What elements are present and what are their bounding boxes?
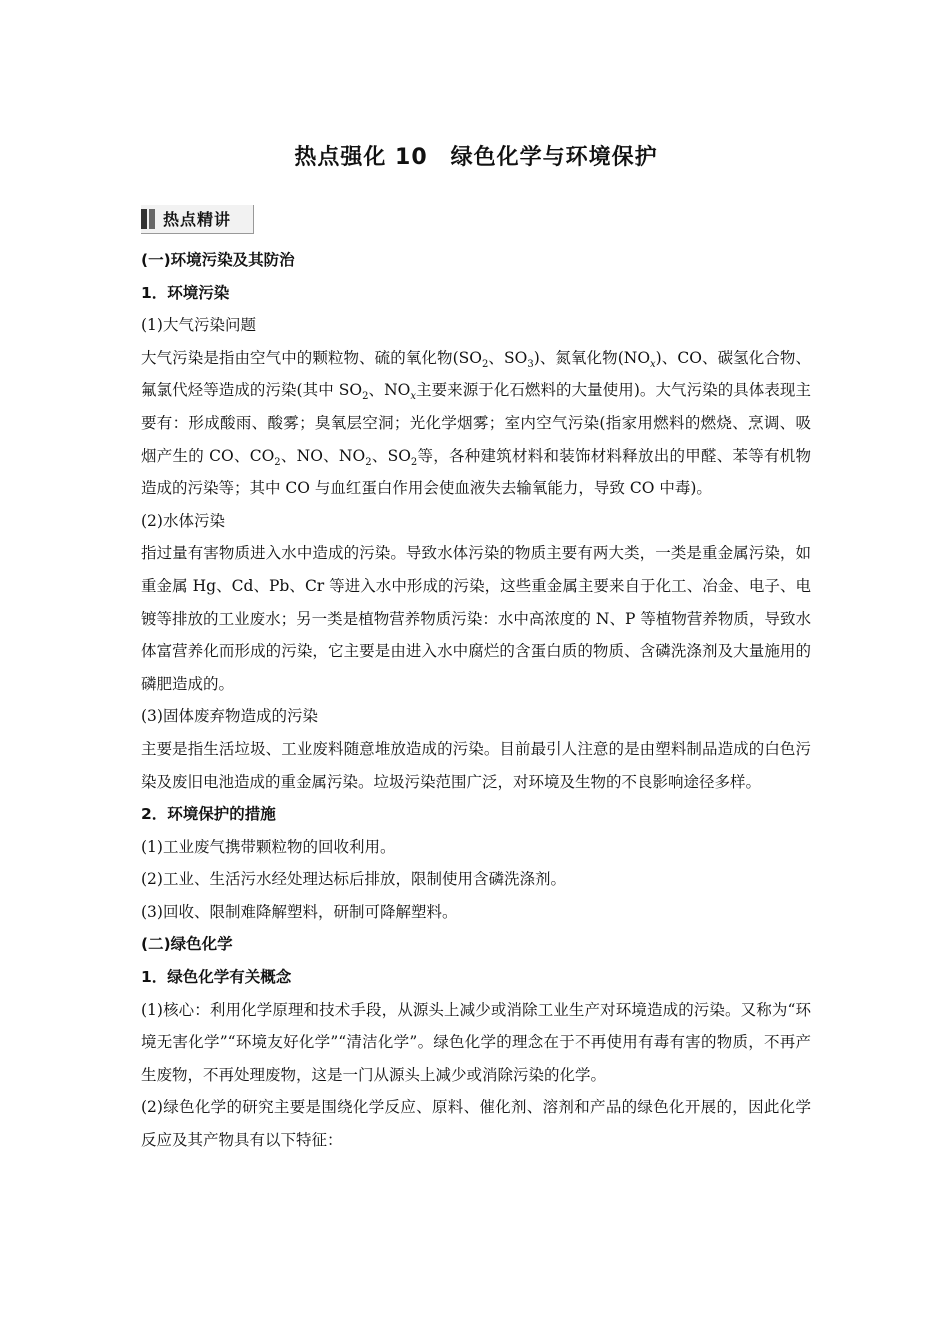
- measure-item: (1)工业废气携带颗粒物的回收利用。: [141, 837, 396, 856]
- section-heading: (二)绿色化学: [141, 935, 233, 954]
- banner-label: 热点精讲: [163, 210, 232, 229]
- subsection-heading: 1．绿色化学有关概念: [141, 968, 292, 987]
- measure-item: (3)回收、限制难降解塑料，研制可降解塑料。: [141, 902, 458, 921]
- banner-bar-icon: [149, 209, 155, 229]
- paragraph-core: (1)核心：利用化学原理和技术手段，从源头上减少或消除工业生产对环境造成的污染。又称为“环境无害化学”“环境友好化学”“清洁化学”。绿色化学的理念在于不再使用有毒有害的物质，不再产生废物，不再处理废物，这是一门从源头上减少或消除污染的化学。: [141, 1000, 811, 1084]
- subsection-heading: 2．环境保护的措施: [141, 805, 276, 824]
- section-heading: (一)环境污染及其防治: [141, 251, 295, 269]
- paragraph-air: 大气污染是指由空气中的颗粒物、硫的氧化物($SO_2$、$SO_3$)、氮氧化物$(NO_x)$、CO、碳氢化合物、氟氯代烃等造成的污染(其中 $SO_2$、$NO_x$主要来源于化石燃料的大量使用)。大气污染的具体表现主要有：形成酸雨、酸雾；臭氧层空洞；光化学烟雾；室内空气污染(指家用燃料的燃烧、烹调、吸烟产生的 CO、$CO_2$、NO、$NO_2$、$SO_2$等，各种建筑材料和装饰材料释放出的甲醛、苯等有机物造成的污染等；其中 CO 与血红蛋白作用会使血液失去输氧能力，导致 CO 中毒)。: [141, 348, 811, 498]
- paragraph-water: 指过量有害物质进入水中造成的污染。导致水体污染的物质主要有两大类，一类是重金属污染，如重金属 Hg、Cd、Pb、Cr 等进入水中形成的污染，这些重金属主要来自于化工、冶金、电子、电镀等排放的工业废水；另一类是植物营养物质污染：水中高浓度的 N、P 等植物营养物质，导致水体富营养化而形成的污染，它主要是由进入水中腐烂的含蛋白质的物质、含磷洗涤剂及大量施用的磷肥造成的。: [141, 544, 811, 693]
- item-heading: (2)水体污染: [141, 511, 225, 530]
- body-content: [141, 244, 811, 1157]
- section-banner: [141, 205, 254, 234]
- page-title: 热点强化 10 绿色化学与环境保护: [294, 145, 658, 170]
- subsection-heading: 1．环境污染: [141, 283, 230, 302]
- paragraph-solid: 主要是指生活垃圾、工业废料随意堆放造成的污染。目前最引人注意的是由塑料制品造成的白色污染及废旧电池造成的重金属污染。垃圾污染范围广泛，对环境及生物的不良影响途径多样。: [141, 739, 811, 791]
- banner-bar-icon: [141, 209, 147, 229]
- paragraph-research: (2)绿色化学的研究主要是围绕化学反应、原料、催化剂、溶剂和产品的绿色化开展的，因此化学反应及其产物具有以下特征：: [141, 1098, 811, 1150]
- item-heading: (1)大气污染问题: [141, 316, 256, 335]
- item-heading: (3)固体废弃物造成的污染: [141, 707, 318, 726]
- measure-item: (2)工业、生活污水经处理达标后排放，限制使用含磷洗涤剂。: [141, 870, 566, 889]
